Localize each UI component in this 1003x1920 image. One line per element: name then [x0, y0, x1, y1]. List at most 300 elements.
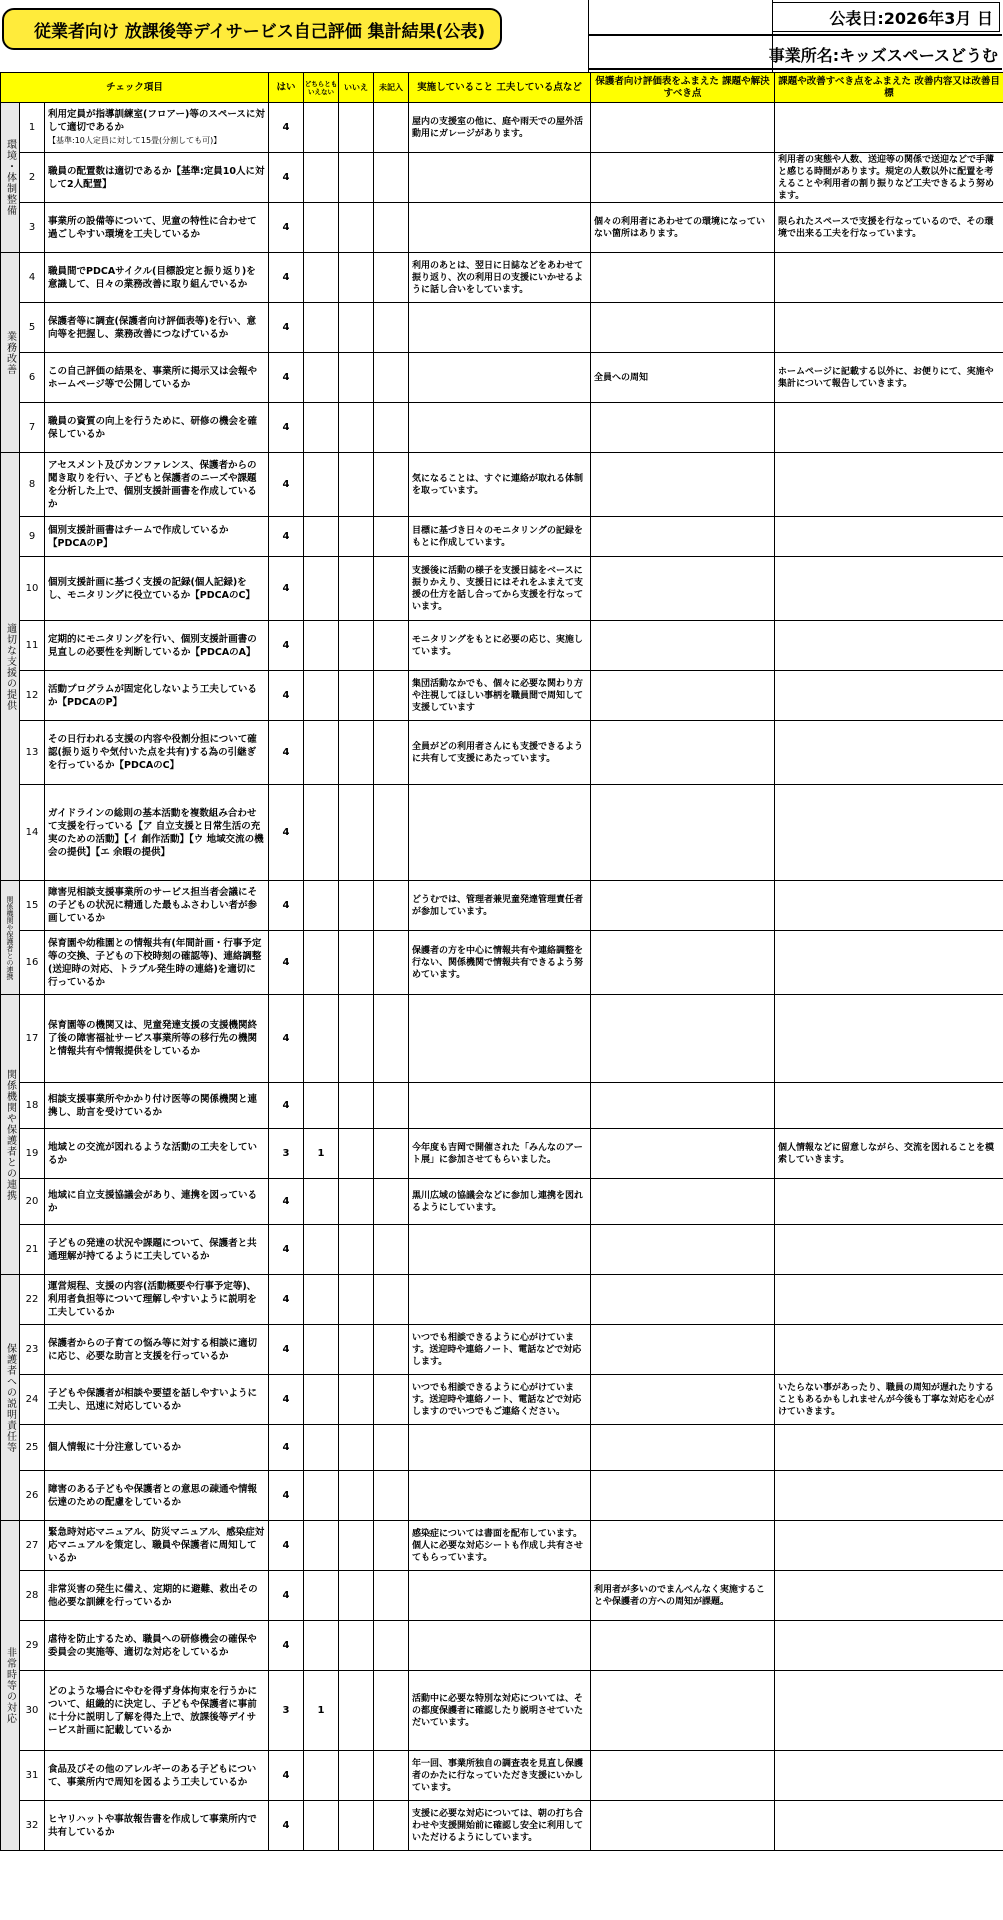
answer-either	[304, 453, 339, 517]
improve-text	[775, 671, 1003, 721]
answer-no	[339, 153, 374, 203]
check-item-text: 保護者等に調査(保護者向け評価表等)を行い、意向等を把握し、業務改善につなげているか	[48, 315, 257, 340]
answer-either	[304, 403, 339, 453]
answer-no	[339, 203, 374, 253]
check-item-text: どのような場合にやむを得ず身体拘束を行うかについて、組織的に決定し、子どもや保護者に事前に十分に説明し了解を得た上で、放課後等デイサービス計画に記載しているか	[48, 1685, 258, 1736]
answer-blank	[374, 785, 409, 881]
answer-yes: 4	[269, 1571, 304, 1621]
table-row	[1, 785, 1003, 881]
practice-text	[409, 995, 591, 1083]
check-item	[45, 1375, 269, 1425]
improve-text: 個人情報などに留意しながら、交流を図れることを模索していきます。	[775, 1129, 1003, 1179]
answer-no	[339, 1471, 374, 1521]
answer-no	[339, 253, 374, 303]
item-number: 19	[20, 1129, 45, 1179]
col-header-yes: はい	[269, 73, 304, 103]
answer-no	[339, 1751, 374, 1801]
answer-either	[304, 1621, 339, 1671]
answer-blank	[374, 671, 409, 721]
issues-text	[591, 785, 775, 881]
practice-text: 目標に基づき日々のモニタリングの記録をもとに作成しています。	[409, 517, 591, 557]
answer-either	[304, 1521, 339, 1571]
table-row	[1, 721, 1003, 785]
improve-text	[775, 1425, 1003, 1471]
answer-blank	[374, 1083, 409, 1129]
evaluation-table	[0, 72, 1003, 1851]
item-number: 15	[20, 881, 45, 931]
check-item	[45, 1083, 269, 1129]
answer-blank	[374, 1621, 409, 1671]
issues-text	[591, 103, 775, 153]
issues-text	[591, 1521, 775, 1571]
answer-no	[339, 1179, 374, 1225]
table-row	[1, 1801, 1003, 1851]
check-item-text: 個別支援計画に基づく支援の記録(個人記録)をし、モニタリングに役立ているか【PDCAのC】	[48, 576, 255, 601]
answer-either	[304, 995, 339, 1083]
check-item	[45, 203, 269, 253]
issues-text	[591, 881, 775, 931]
answer-no	[339, 1571, 374, 1621]
answer-no	[339, 995, 374, 1083]
practice-text	[409, 303, 591, 353]
answer-no	[339, 1129, 374, 1179]
check-item-text: 子どもの発達の状況や課題について、保護者と共通理解が持てるように工夫しているか	[48, 1237, 257, 1262]
answer-either	[304, 785, 339, 881]
answer-either	[304, 303, 339, 353]
improve-text	[775, 1751, 1003, 1801]
practice-text	[409, 785, 591, 881]
check-item-text: 障害のある子どもや保護者との意思の疎通や情報伝達のための配慮をしているか	[48, 1483, 258, 1508]
check-item	[45, 621, 269, 671]
issues-text	[591, 1225, 775, 1275]
header-divider	[588, 0, 589, 72]
check-item	[45, 103, 269, 153]
table-row	[1, 671, 1003, 721]
answer-either	[304, 1571, 339, 1621]
answer-either: 1	[304, 1671, 339, 1751]
check-item-text: 地域に自立支援協議会があり、連携を図っているか	[48, 1189, 258, 1214]
check-item	[45, 1521, 269, 1571]
improve-text	[775, 303, 1003, 353]
answer-either	[304, 103, 339, 153]
issues-text	[591, 1425, 775, 1471]
col-header-practice: 実施していること 工夫している点など	[409, 73, 591, 103]
answer-yes: 4	[269, 1179, 304, 1225]
issues-text	[591, 453, 775, 517]
table-row	[1, 995, 1003, 1083]
issues-text	[591, 1621, 775, 1671]
answer-yes: 3	[269, 1129, 304, 1179]
category-label: 非常時等の対応	[1, 1521, 20, 1851]
col-header-blank: 未記入	[374, 73, 409, 103]
office-name: 事業所名:キッズスペースどうむ	[768, 45, 998, 65]
check-item	[45, 1801, 269, 1851]
improve-text: ホームページに記載する以外に、お便りにて、実施や集計について報告していきます。	[775, 353, 1003, 403]
check-item-text: 保護者からの子育ての悩み等に対する相談に適切に応じ、必要な助言と支援を行っているか	[48, 1337, 258, 1362]
issues-text	[591, 671, 775, 721]
answer-yes: 4	[269, 1471, 304, 1521]
practice-text	[409, 1275, 591, 1325]
improve-text	[775, 253, 1003, 303]
improve-text	[775, 403, 1003, 453]
item-number: 16	[20, 931, 45, 995]
check-item-text: 職員間でPDCAサイクル(目標設定と振り返り)を意識して、日々の業務改善に取り組んでいるか	[48, 265, 256, 290]
table-row	[1, 303, 1003, 353]
table-row	[1, 1129, 1003, 1179]
header-divider	[588, 68, 1002, 70]
practice-text	[409, 1083, 591, 1129]
answer-blank	[374, 353, 409, 403]
table-row	[1, 1571, 1003, 1621]
answer-no	[339, 1375, 374, 1425]
check-item-text: 保育園や幼稚園との情報共有(年間計画・行事予定等の交換、子どもの下校時刻の確認等)、連絡調整(送迎時の対応、トラブル発生時の連絡)を適切に行っているか	[48, 937, 262, 988]
check-item	[45, 1621, 269, 1671]
table-row	[1, 353, 1003, 403]
practice-text: どうむでは、管理者兼児童発達管理責任者が参加しています。	[409, 881, 591, 931]
table-row	[1, 1425, 1003, 1471]
check-item-text: 相談支援事業所やかかり付け医等の関係機関と連携し、助言を受けているか	[48, 1093, 258, 1118]
practice-text: 感染症については書面を配布しています。個人に必要な対応シートも作成し共有させてもらっています。	[409, 1521, 591, 1571]
table-row	[1, 403, 1003, 453]
practice-text: いつでも相談できるように心がけています。送迎時や連絡ノート、電話などで対応しますのでいつでもご連絡ください。	[409, 1375, 591, 1425]
answer-either	[304, 1801, 339, 1851]
improve-text	[775, 1179, 1003, 1225]
improve-text	[775, 931, 1003, 995]
issues-text	[591, 1129, 775, 1179]
improve-text	[775, 1801, 1003, 1851]
item-number: 30	[20, 1671, 45, 1751]
answer-no	[339, 453, 374, 517]
item-number: 9	[20, 517, 45, 557]
issues-text	[591, 1375, 775, 1425]
answer-yes: 4	[269, 1621, 304, 1671]
practice-text: 支援後に活動の様子を支援日誌をベースに振りかえり、支援日にはそれをふまえて支援の仕方を話し合ってから支援を行なっています。	[409, 557, 591, 621]
answer-blank	[374, 995, 409, 1083]
table-row	[1, 1083, 1003, 1129]
table-row	[1, 1671, 1003, 1751]
answer-either	[304, 1275, 339, 1325]
issues-text	[591, 303, 775, 353]
improve-text	[775, 1571, 1003, 1621]
check-item	[45, 995, 269, 1083]
answer-either: 1	[304, 1129, 339, 1179]
item-number: 4	[20, 253, 45, 303]
issues-text: 全員への周知	[591, 353, 775, 403]
answer-no	[339, 1325, 374, 1375]
practice-text: 全員がどの利用者さんにも支援できるように共有して支援にあたっています。	[409, 721, 591, 785]
practice-text	[409, 1471, 591, 1521]
answer-blank	[374, 1129, 409, 1179]
check-item-text: 保育園等の機関又は、児童発達支援の支援機関終了後の障害福祉サービス事業所等の移行先の機関と情報共有や情報提供をしているか	[48, 1020, 258, 1057]
answer-no	[339, 103, 374, 153]
item-number: 23	[20, 1325, 45, 1375]
item-number: 31	[20, 1751, 45, 1801]
check-item-text: 職員の資質の向上を行うために、研修の機会を確保しているか	[48, 415, 258, 440]
answer-yes: 4	[269, 1225, 304, 1275]
check-item	[45, 721, 269, 785]
answer-blank	[374, 1325, 409, 1375]
answer-no	[339, 1671, 374, 1751]
category-label: 業務改善	[1, 253, 20, 453]
item-number: 21	[20, 1225, 45, 1275]
check-item	[45, 153, 269, 203]
item-number: 14	[20, 785, 45, 881]
answer-yes: 4	[269, 785, 304, 881]
item-number: 3	[20, 203, 45, 253]
issues-text	[591, 403, 775, 453]
answer-no	[339, 1621, 374, 1671]
answer-either	[304, 1375, 339, 1425]
answer-yes: 4	[269, 253, 304, 303]
answer-blank	[374, 203, 409, 253]
category-label: 環境・体制整備	[1, 103, 20, 253]
check-item	[45, 253, 269, 303]
check-item-text: 食品及びその他のアレルギーのある子どもについて、事業所内で周知を図るよう工夫しているか	[48, 1763, 257, 1788]
answer-blank	[374, 1571, 409, 1621]
answer-blank	[374, 517, 409, 557]
answer-blank	[374, 1275, 409, 1325]
answer-yes: 4	[269, 353, 304, 403]
col-header-improve: 課題や改善すべき点をふまえた 改善内容又は改善目標	[775, 73, 1003, 103]
answer-blank	[374, 1375, 409, 1425]
check-item	[45, 303, 269, 353]
answer-either	[304, 881, 339, 931]
issues-text	[591, 931, 775, 995]
answer-no	[339, 557, 374, 621]
practice-text	[409, 1225, 591, 1275]
answer-yes: 4	[269, 403, 304, 453]
practice-text: 今年度も吉岡で開催された「みんなのアート展」に参加させてもらいました。	[409, 1129, 591, 1179]
answer-blank	[374, 453, 409, 517]
issues-text: 利用者が多いのでまんべんなく実施することや保護者の方への周知が課題。	[591, 1571, 775, 1621]
answer-either	[304, 203, 339, 253]
issues-text	[591, 1751, 775, 1801]
answer-no	[339, 1425, 374, 1471]
check-item-text: 障害児相談支援事業所のサービス担当者会議にその子どもの状況に精通した最もふさわしい者が参画しているか	[48, 887, 258, 924]
answer-yes: 4	[269, 881, 304, 931]
item-number: 17	[20, 995, 45, 1083]
page-title: 従業者向け 放課後等デイサービス自己評価 集計結果(公表)	[2, 8, 502, 50]
check-item	[45, 517, 269, 557]
answer-yes: 4	[269, 103, 304, 153]
answer-blank	[374, 931, 409, 995]
answer-no	[339, 1521, 374, 1571]
answer-blank	[374, 557, 409, 621]
item-number: 7	[20, 403, 45, 453]
answer-yes: 4	[269, 995, 304, 1083]
answer-yes: 4	[269, 1375, 304, 1425]
item-number: 11	[20, 621, 45, 671]
practice-text: 支援に必要な対応については、朝の打ち合わせや支援開始前に確認し安全に利用していただけるようにしています。	[409, 1801, 591, 1851]
check-item-text: 定期的にモニタリングを行い、個別支援計画書の見直しの必要性を判断しているか【PDCAのA】	[48, 633, 257, 658]
answer-yes: 4	[269, 671, 304, 721]
check-item-text: この自己評価の結果を、事業所に掲示又は会報やホームページ等で公開しているか	[48, 365, 258, 390]
improve-text	[775, 1471, 1003, 1521]
answer-either	[304, 671, 339, 721]
check-item	[45, 403, 269, 453]
answer-blank	[374, 1225, 409, 1275]
item-number: 27	[20, 1521, 45, 1571]
table-row	[1, 557, 1003, 621]
check-item-text: その日行われる支援の内容や役割分担について確認(振り返りや気付いた点を共有)する為の引継ぎを行っているか【PDCAのC】	[48, 734, 257, 771]
answer-no	[339, 403, 374, 453]
answer-no	[339, 1275, 374, 1325]
answer-yes: 3	[269, 1671, 304, 1751]
improve-text	[775, 1083, 1003, 1129]
issues-text	[591, 517, 775, 557]
publication-date: 公表日:2026年3月 日	[772, 2, 1000, 32]
issues-text	[591, 1801, 775, 1851]
page-header	[0, 0, 1003, 72]
improve-text	[775, 721, 1003, 785]
table-row	[1, 931, 1003, 995]
table-row	[1, 453, 1003, 517]
check-item-text: 地域との交流が図れるような活動の工夫をしているか	[48, 1141, 258, 1166]
answer-blank	[374, 1425, 409, 1471]
answer-yes: 4	[269, 621, 304, 671]
answer-either	[304, 1083, 339, 1129]
item-number: 1	[20, 103, 45, 153]
answer-yes: 4	[269, 1083, 304, 1129]
issues-text	[591, 1471, 775, 1521]
answer-either	[304, 1225, 339, 1275]
category-label: 適切な支援の提供	[1, 453, 20, 881]
improve-text	[775, 1521, 1003, 1571]
answer-no	[339, 353, 374, 403]
item-number: 5	[20, 303, 45, 353]
answer-blank	[374, 103, 409, 153]
answer-yes: 4	[269, 203, 304, 253]
check-item-text: 運営規程、支援の内容(活動概要や行事予定等)、利用者負担等について理解しやすいように説明を工夫しているか	[48, 1281, 257, 1318]
table-row	[1, 153, 1003, 203]
improve-text	[775, 1671, 1003, 1751]
answer-yes: 4	[269, 1325, 304, 1375]
col-header-item: チェック項目	[1, 73, 269, 103]
table-row	[1, 1325, 1003, 1375]
table-row	[1, 1751, 1003, 1801]
check-item-text: 虐待を防止するため、職員への研修機会の確保や委員会の実施等、適切な対応をしているか	[48, 1633, 257, 1658]
item-number: 25	[20, 1425, 45, 1471]
answer-no	[339, 785, 374, 881]
practice-text	[409, 353, 591, 403]
table-row	[1, 621, 1003, 671]
answer-blank	[374, 1671, 409, 1751]
answer-either	[304, 621, 339, 671]
item-number: 24	[20, 1375, 45, 1425]
improve-text: 利用者の実態や人数、送迎等の関係で送迎などで手薄と感じる時間があります。規定の人数以外に配置を考えることや利用者の割り振りなど工夫できるよう努めます。	[775, 153, 1003, 203]
item-number: 13	[20, 721, 45, 785]
table-row	[1, 203, 1003, 253]
answer-no	[339, 621, 374, 671]
check-item	[45, 671, 269, 721]
check-item	[45, 1471, 269, 1521]
check-item-text: アセスメント及びカンファレンス、保護者からの聞き取りを行い、子どもと保護者のニーズや課題を分析した上で、個別支援計画書を作成しているか	[48, 459, 257, 510]
col-header-either: どちらとも いえない	[304, 73, 339, 103]
answer-either	[304, 1179, 339, 1225]
table-row	[1, 1621, 1003, 1671]
answer-blank	[374, 1521, 409, 1571]
answer-blank	[374, 881, 409, 931]
practice-text	[409, 1571, 591, 1621]
answer-either	[304, 557, 339, 621]
check-item-note: 【基準:10人定員に対して15畳(分割しても可)】	[48, 136, 222, 145]
header-divider	[588, 34, 1002, 36]
check-item-text: 緊急時対応マニュアル、防災マニュアル、感染症対応マニュアルを策定し、職員や保護者に周知しているか	[48, 1527, 265, 1564]
issues-text	[591, 1179, 775, 1225]
answer-either	[304, 353, 339, 403]
category-label: 関係機関や保護者との連携	[1, 995, 20, 1275]
answer-no	[339, 721, 374, 785]
issues-text	[591, 1275, 775, 1325]
table-header-row	[1, 73, 1003, 103]
answer-yes: 4	[269, 153, 304, 203]
improve-text	[775, 517, 1003, 557]
check-item	[45, 785, 269, 881]
answer-either	[304, 517, 339, 557]
improve-text	[775, 453, 1003, 517]
improve-text	[775, 881, 1003, 931]
issues-text	[591, 995, 775, 1083]
table-row	[1, 1225, 1003, 1275]
check-item-text: 個人情報に十分注意しているか	[48, 1442, 182, 1453]
check-item	[45, 1275, 269, 1325]
answer-yes: 4	[269, 1751, 304, 1801]
answer-blank	[374, 153, 409, 203]
answer-no	[339, 671, 374, 721]
check-item-text: 利用定員が指導訓練室(フロアー)等のスペースに対して適切であるか	[48, 109, 265, 133]
answer-yes: 4	[269, 1521, 304, 1571]
table-row	[1, 1375, 1003, 1425]
answer-either	[304, 1751, 339, 1801]
check-item	[45, 1671, 269, 1751]
improve-text	[775, 103, 1003, 153]
check-item	[45, 353, 269, 403]
answer-either	[304, 931, 339, 995]
answer-yes: 4	[269, 721, 304, 785]
check-item	[45, 453, 269, 517]
practice-text	[409, 1621, 591, 1671]
item-number: 6	[20, 353, 45, 403]
practice-text: 年一回、事業所独自の調査表を見直し保護者のかたに行なっていただき支援にいかしています。	[409, 1751, 591, 1801]
table-row	[1, 1179, 1003, 1225]
answer-blank	[374, 1179, 409, 1225]
issues-text	[591, 253, 775, 303]
practice-text	[409, 203, 591, 253]
practice-text: モニタリングをもとに必要の応じ、実施しています。	[409, 621, 591, 671]
category-label: 関係機関や保護者との連携	[1, 881, 20, 995]
answer-blank	[374, 621, 409, 671]
practice-text: いつでも相談できるように心がけています。送迎時や連絡ノート、電話などで対応します。	[409, 1325, 591, 1375]
improve-text	[775, 1225, 1003, 1275]
answer-no	[339, 1801, 374, 1851]
practice-text: 保護者の方を中心に情報共有や連絡調整を行ない、関係機関で情報共有できるよう努めています。	[409, 931, 591, 995]
answer-blank	[374, 1471, 409, 1521]
col-header-no: いいえ	[339, 73, 374, 103]
item-number: 8	[20, 453, 45, 517]
check-item-text: 非常災害の発生に備え、定期的に避難、救出その他必要な訓練を行っているか	[48, 1583, 258, 1608]
check-item-text: 職員の配置数は適切であるか【基準:定員10人に対して2人配置】	[48, 165, 265, 190]
practice-text	[409, 1425, 591, 1471]
item-number: 10	[20, 557, 45, 621]
answer-either	[304, 253, 339, 303]
answer-yes: 4	[269, 303, 304, 353]
check-item	[45, 1425, 269, 1471]
table-body	[1, 103, 1003, 1851]
item-number: 20	[20, 1179, 45, 1225]
table-row	[1, 1521, 1003, 1571]
answer-yes: 4	[269, 453, 304, 517]
item-number: 18	[20, 1083, 45, 1129]
